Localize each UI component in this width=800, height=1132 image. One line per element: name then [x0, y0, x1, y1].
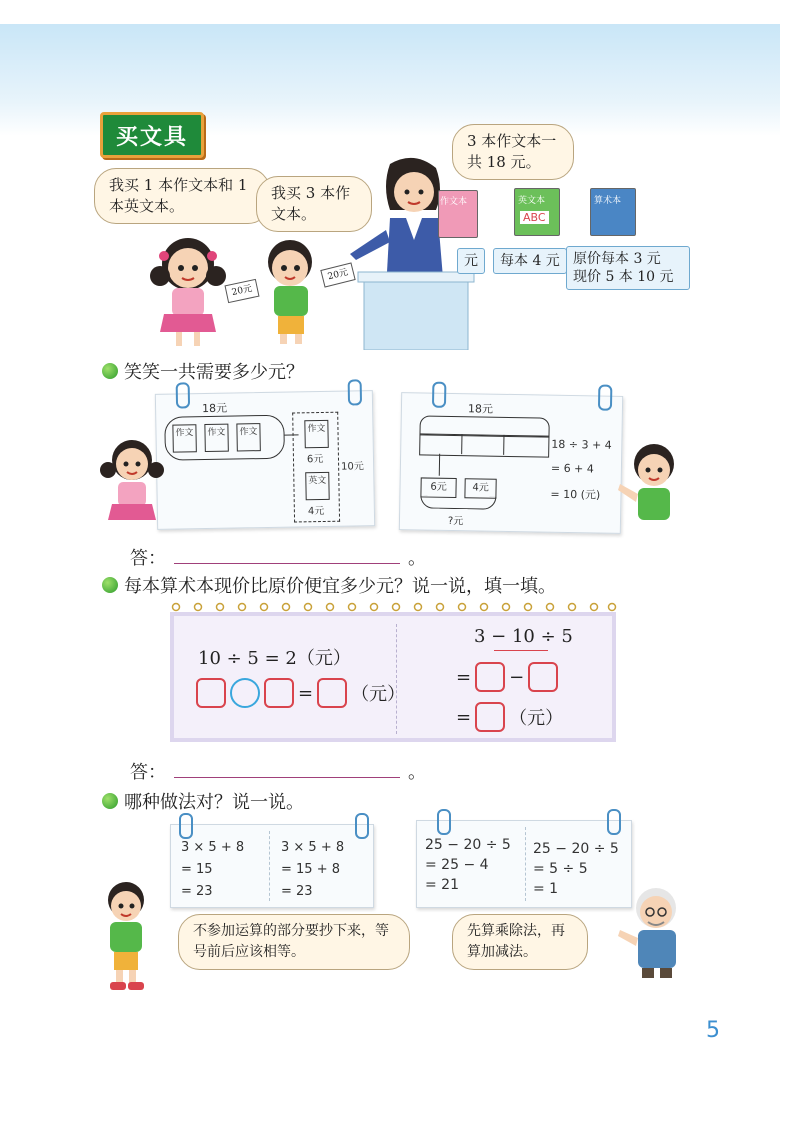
- q2-panel: [170, 612, 616, 742]
- book-sketch: 作文: [236, 423, 260, 451]
- bottom-brace: [420, 495, 496, 509]
- question-1-text: 笑笑一共需要多少元？: [124, 362, 304, 383]
- method-b-line-3: = 23: [281, 884, 313, 899]
- equation-line-3: = 10 (元): [550, 487, 601, 502]
- method-a-line-2: = 15: [181, 862, 213, 877]
- paper-clip-icon: [432, 382, 446, 408]
- english-book-label: 英文本: [518, 196, 546, 206]
- q2-right-expression: 3 − 10 ÷ 5: [474, 626, 573, 647]
- math-price-tag: [566, 246, 690, 290]
- unknown-total-label: ?元: [447, 515, 464, 528]
- blank-box[interactable]: [317, 678, 347, 708]
- method-d-line-2: = 5 ÷ 5: [533, 861, 588, 877]
- method-c-line-3: = 21: [425, 877, 459, 893]
- tip-right-bubble: 先算乘除法，再算加减法。: [452, 914, 588, 970]
- method-b-line-1: 3 × 5 + 8: [281, 840, 345, 855]
- page-number: 5: [706, 1018, 720, 1043]
- blank-box[interactable]: [475, 662, 505, 692]
- q1-left-card: [155, 390, 375, 530]
- method-b: [281, 837, 344, 903]
- blank-box[interactable]: [264, 678, 294, 708]
- book-sketch: 作文: [304, 420, 328, 448]
- paper-clip-icon: [607, 809, 621, 835]
- q2-given-equation: 10 ÷ 5 = 2（元）: [198, 648, 351, 669]
- price-6-label: 6元: [306, 453, 324, 466]
- paper-clip-icon: [176, 382, 190, 408]
- english-book-cover: ABC: [520, 211, 549, 224]
- answer-period: 。: [408, 548, 426, 569]
- equation-line-1: 18 ÷ 3 + 4: [551, 437, 612, 452]
- q1-right-card: [399, 392, 623, 534]
- method-c-line-2: = 25 − 4: [425, 857, 489, 873]
- method-a-line-1: 3 × 5 + 8: [181, 840, 245, 855]
- paper-clip-icon: [348, 379, 362, 405]
- boy-money-note: 20元: [320, 262, 355, 287]
- q2-right-step-2: [456, 702, 563, 732]
- math-price-current: 现价 5 本 10 元: [573, 269, 674, 285]
- underline-mark: [494, 650, 548, 651]
- tip-left-bubble: 不参加运算的部分要抄下来，等号前后应该相等。: [178, 914, 410, 970]
- grandpa-illustration: [616, 884, 690, 984]
- unit-label: （元）: [509, 708, 564, 729]
- question-1: [102, 358, 304, 384]
- book-sketch: 作文: [204, 424, 228, 452]
- box-4: 4元: [464, 478, 496, 499]
- math-price-original: 原价每本 3 元: [573, 251, 661, 267]
- q3-left-card: [170, 824, 374, 908]
- girl-pointing-illustration: [100, 434, 170, 530]
- total-label: 10元: [341, 461, 364, 473]
- equals-sign: =: [456, 666, 472, 688]
- blank-box[interactable]: [196, 678, 226, 708]
- q2-left-fill-row: [196, 678, 405, 708]
- method-d-line-1: 25 − 20 ÷ 5: [533, 841, 619, 857]
- boy-pointing-illustration: [616, 440, 688, 536]
- blank-box[interactable]: [475, 702, 505, 732]
- composition-book-label: 作文本: [440, 197, 468, 207]
- method-a-line-3: = 23: [181, 884, 213, 899]
- q1-answer-line: [130, 544, 426, 570]
- answer-period: 。: [408, 762, 426, 783]
- paper-clip-icon: [598, 385, 612, 411]
- operator-circle-blank[interactable]: [230, 678, 260, 708]
- method-d-line-3: = 1: [533, 881, 559, 897]
- method-c-line-1: 25 − 20 ÷ 5: [425, 837, 511, 853]
- answer-label: 答：: [130, 548, 166, 569]
- book-sketch: 作文: [172, 424, 196, 452]
- composition-price-tag: 元: [457, 248, 485, 274]
- math-book-label: 算术本: [594, 196, 622, 206]
- girl-money-note: 20元: [224, 279, 259, 303]
- arrow-icon: [439, 454, 440, 476]
- bullet-dot-icon: [102, 363, 118, 379]
- girl-illustration: [150, 230, 230, 350]
- question-2: [102, 572, 556, 598]
- boy-standing-illustration: [96, 878, 160, 992]
- question-3: [102, 788, 304, 814]
- method-a: [181, 837, 244, 903]
- minus-sign: −: [509, 666, 525, 688]
- bullet-dot-icon: [102, 793, 118, 809]
- q1-left-top-label: 18元: [201, 401, 228, 416]
- q3-right-card: [416, 820, 632, 908]
- boy-speech-bubble: 我买 3 本作文本。: [256, 176, 372, 232]
- price-4-label: 4元: [307, 505, 325, 518]
- paper-clip-icon: [179, 813, 193, 839]
- box-6: 6元: [420, 477, 456, 498]
- blank-box[interactable]: [528, 662, 558, 692]
- section-title: 买文具: [100, 112, 204, 158]
- q2-answer-line: [130, 758, 426, 784]
- q2-answer-input[interactable]: [174, 763, 400, 778]
- girl-speech-bubble: 我买 1 本作文本和 1 本英文本。: [94, 168, 270, 224]
- q1-answer-input[interactable]: [174, 549, 400, 564]
- paper-clip-icon: [355, 813, 369, 839]
- question-2-text: 每本算术本现价比原价便宜多少元？说一说，填一填。: [124, 576, 556, 597]
- card-divider: [525, 827, 526, 901]
- method-b-line-2: = 15 + 8: [281, 862, 340, 877]
- seller-speech-bubble: 3 本作文本一共 18 元。: [452, 124, 574, 180]
- method-c: [425, 835, 511, 895]
- boy-illustration: [258, 234, 328, 346]
- q1-right-top-label: 18元: [467, 402, 494, 416]
- bullet-dot-icon: [102, 577, 118, 593]
- question-3-text: 哪种做法对？说一说。: [124, 792, 304, 813]
- unit-label: （元）: [351, 684, 406, 705]
- equation-line-2: = 6 + 4: [550, 461, 594, 476]
- card-divider: [269, 831, 270, 901]
- english-book-sketch: 英文: [305, 472, 329, 500]
- equals-sign: =: [456, 706, 472, 728]
- q2-right-step-1: [456, 662, 558, 692]
- english-price-tag: 每本 4 元: [493, 248, 567, 274]
- paper-clip-icon: [437, 809, 451, 835]
- method-d: [533, 839, 619, 899]
- equals-sign: =: [298, 682, 314, 704]
- answer-label: 答：: [130, 762, 166, 783]
